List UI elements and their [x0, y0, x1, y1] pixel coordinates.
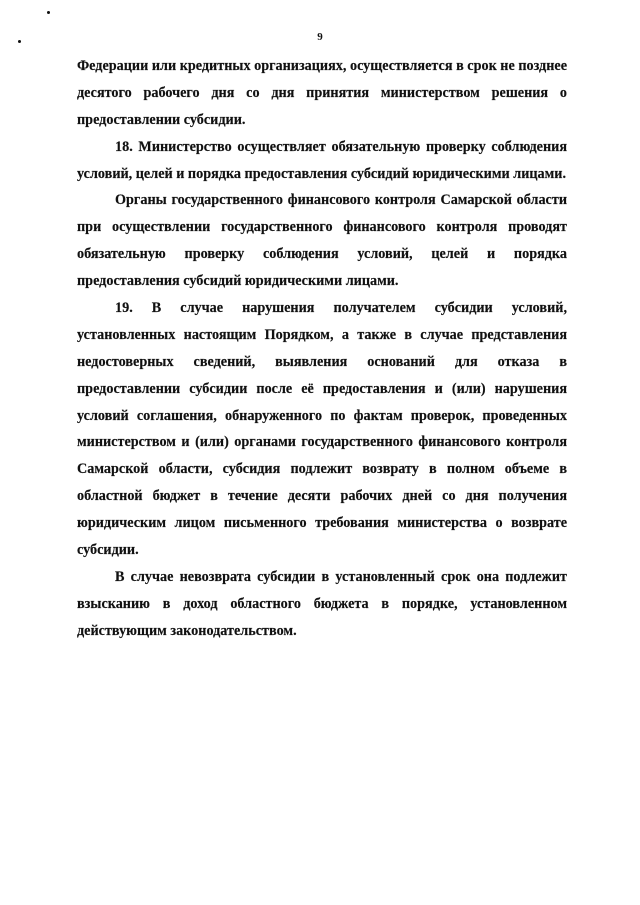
text-line: Самарской области, субсидия подлежит возврату в полном объеме в — [77, 461, 567, 478]
text-line: юридическим лицом письменного требования министерства о возврате — [77, 515, 567, 532]
text-line: действующим законодательством. — [77, 622, 297, 639]
text-line: областной бюджет в течение десяти рабочих дней со дня получения — [77, 488, 567, 505]
text-line: 19. В случае нарушения получателем субсидии условий, — [115, 300, 567, 317]
text-line: министерством и (или) органами государственного финансового контроля — [77, 434, 567, 451]
text-line: предоставлении субсидии. — [77, 111, 246, 128]
text-line: десятого рабочего дня со дня принятия министерством решения о — [77, 84, 567, 101]
text-line: предоставления субсидий юридическими лицами. — [77, 273, 399, 290]
text-line: условий соглашения, обнаруженного по фактам проверок, проведенных — [77, 407, 567, 424]
scan-speck-mark — [47, 11, 50, 14]
text-line: недостоверных сведений, выявления оснований для отказа в — [77, 353, 567, 370]
text-line: Органы государственного финансового контроля Самарской области — [115, 192, 567, 209]
text-line: предоставлении субсидии после её предоставления и (или) нарушения — [77, 380, 567, 397]
text-line: условий, целей и порядка предоставления субсидий юридическими лицами. — [77, 165, 567, 182]
text-line: 18. Министерство осуществляет обязательную проверку соблюдения — [115, 138, 567, 155]
text-line: взысканию в доход областного бюджета в порядке, установленном — [77, 595, 567, 612]
page-number: 9 — [317, 31, 323, 43]
text-line: при осуществлении государственного финансового контроля проводят — [77, 219, 567, 236]
document-body-text — [77, 53, 567, 645]
text-line: субсидии. — [77, 542, 139, 559]
text-line: В случае невозврата субсидии в установленный срок она подлежит — [115, 568, 567, 585]
text-line: установленных настоящим Порядком, а также в случае представления — [77, 326, 567, 343]
text-line: обязательную проверку соблюдения условий, целей и порядка — [77, 246, 567, 263]
text-line: Федерации или кредитных организациях, осуществляется в срок не позднее — [77, 58, 567, 74]
